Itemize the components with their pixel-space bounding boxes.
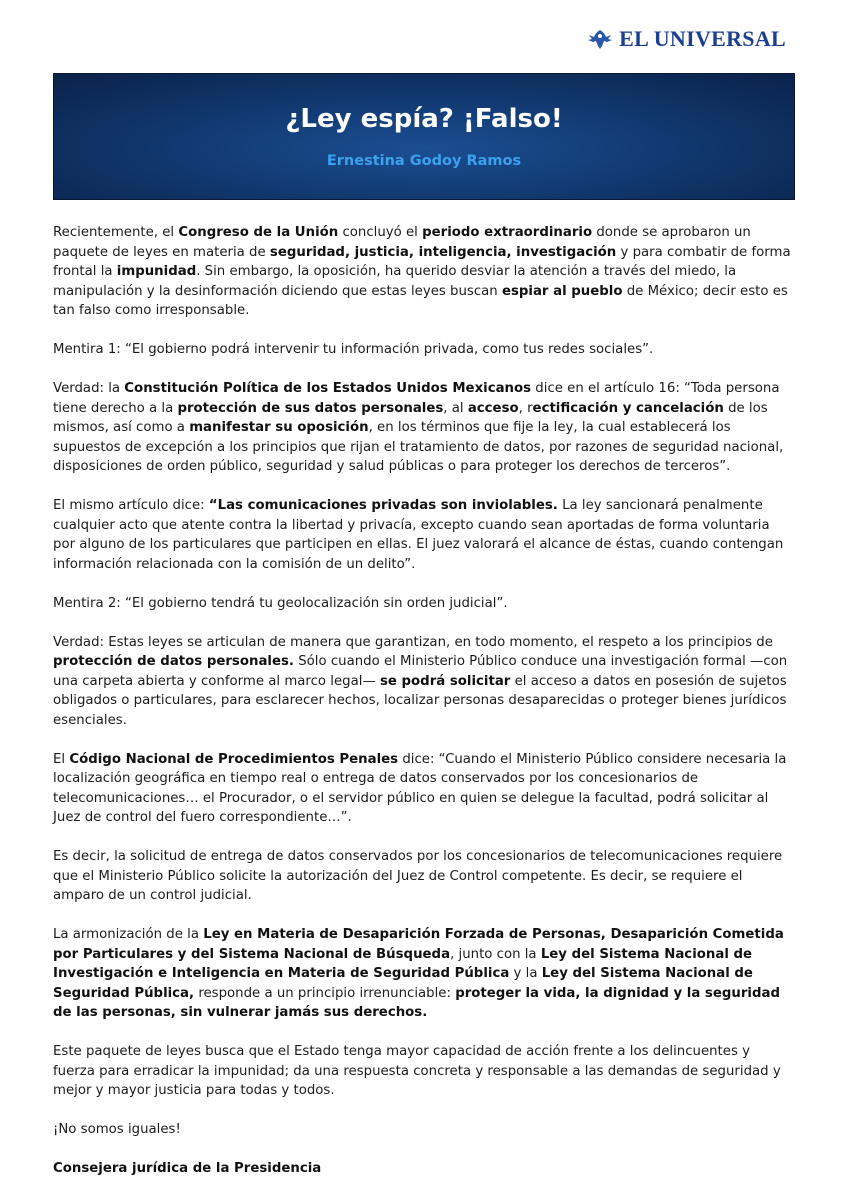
paragraph-paquete: Este paquete de leyes busca que el Estado tenga mayor capacidad de acción frente a los delincuentes y fuerza para erradicar la impunidad; da una respuesta concreta y responsable a las demandas de seguridad y mejor y mayor justicia para todas y todos.: [53, 1044, 781, 1098]
paragraph-verdad-1: Verdad: la Constitución Política de los Estados Unidos Mexicanos dice en el artículo 16: “Toda persona tiene derecho a la protección de sus datos personales, al acceso, rectificación y cancelación de los mismos, así como a manifestar su oposición, en los términos que fije la ley, la cual establecerá los supuestos de excepción a los principios que rijan el tratamiento de datos, por razones de seguridad nacional, disposiciones de orden público, seguridad y salud públicas o para proteger los derechos de terceros”.: [53, 381, 784, 474]
paragraph-mentira-2: Mentira 2: “El gobierno tendrá tu geolocalización sin orden judicial”.: [53, 595, 508, 611]
paragraph-no-somos-iguales: ¡No somos iguales!: [53, 1122, 181, 1137]
paragraph-es-decir: Es decir, la solicitud de entrega de datos conservados por los concesionarios de telecomunicaciones requiere que el Ministerio Público solicite la autorización del Juez de Control competente. Es decir, se requiere el amparo de un control judicial.: [53, 849, 783, 903]
article-body: [53, 223, 793, 1198]
paragraph-armonizacion: La armonización de la Ley en Materia de Desaparición Forzada de Personas, Desaparición Cometida por Particulares y del Sistema Nacional de Búsqueda, junto con la Ley del Sistema Nacional de Investigación e Inteligencia en Materia de Seguridad Pública y la Ley del Sistema Nacional de Seguridad Pública, responde a un principio irrenunciable: proteger la vida, la dignidad y la seguridad de las personas, sin vulnerar jamás sus derechos.: [53, 927, 784, 1020]
paragraph-articulo-16: El mismo artículo dice: “Las comunicaciones privadas son inviolables. La ley sancionará penalmente cualquier acto que atente contra la libertad y privacía, excepto cuando sean aportadas de forma voluntaria por alguno de los particulares que participen en ellas. El juez valorará el alcance de éstas, cuando contengan información relacionada con la comisión de un delito”.: [53, 498, 784, 572]
paragraph-verdad-2: Verdad: Estas leyes se articulan de manera que garantizan, en todo momento, el respeto a los principios de protección de datos personales. Sólo cuando el Ministerio Público conduce una investigación formal —con una carpeta abierta y conforme al marco legal— se podrá solicitar el acceso a datos en posesión de sujetos obligados o particulares, para esclarecer hechos, localizar personas desaparecidas o proteger bienes jurídicos esenciales.: [53, 634, 788, 728]
paragraph-mentira-1: Mentira 1: “El gobierno podrá intervenir tu información privada, como tus redes sociales”.: [53, 342, 654, 357]
paragraph-intro: Recientemente, el Congreso de la Unión concluyó el periodo extraordinario donde se aprobaron un paquete de leyes en materia de seguridad, justicia, inteligencia, investigación y para combatir de forma frontal la impunidad. Sin embargo, la oposición, ha querido desviar la atención a través del miedo, la manipulación y la desinformación diciendo que estas leyes buscan espiar al pueblo de México; decir esto es tan falso como irresponsable.: [53, 225, 791, 318]
article-author: Ernestina Godoy Ramos: [326, 153, 522, 169]
signature: Consejera jurídica de la Presidencia: [53, 1161, 322, 1176]
logo-wordmark: EL UNIVERSAL: [619, 26, 786, 51]
headline-banner: [53, 73, 795, 200]
article-title: ¿Ley espía? ¡Falso!: [285, 104, 563, 134]
paragraph-codigo-nacional: El Código Nacional de Procedimientos Penales dice: “Cuando el Ministerio Público considere necesaria la localización geográfica en tiempo real o entrega de datos conservados por los concesionarios de telecomunicaciones… el Procurador, o el servidor público en quien se delegue la facultad, podrá solicitar al Juez de control del fuero correspondiente…”.: [53, 751, 787, 825]
eagle-emblem-icon: [587, 28, 613, 50]
el-universal-logo[interactable]: [587, 26, 786, 52]
